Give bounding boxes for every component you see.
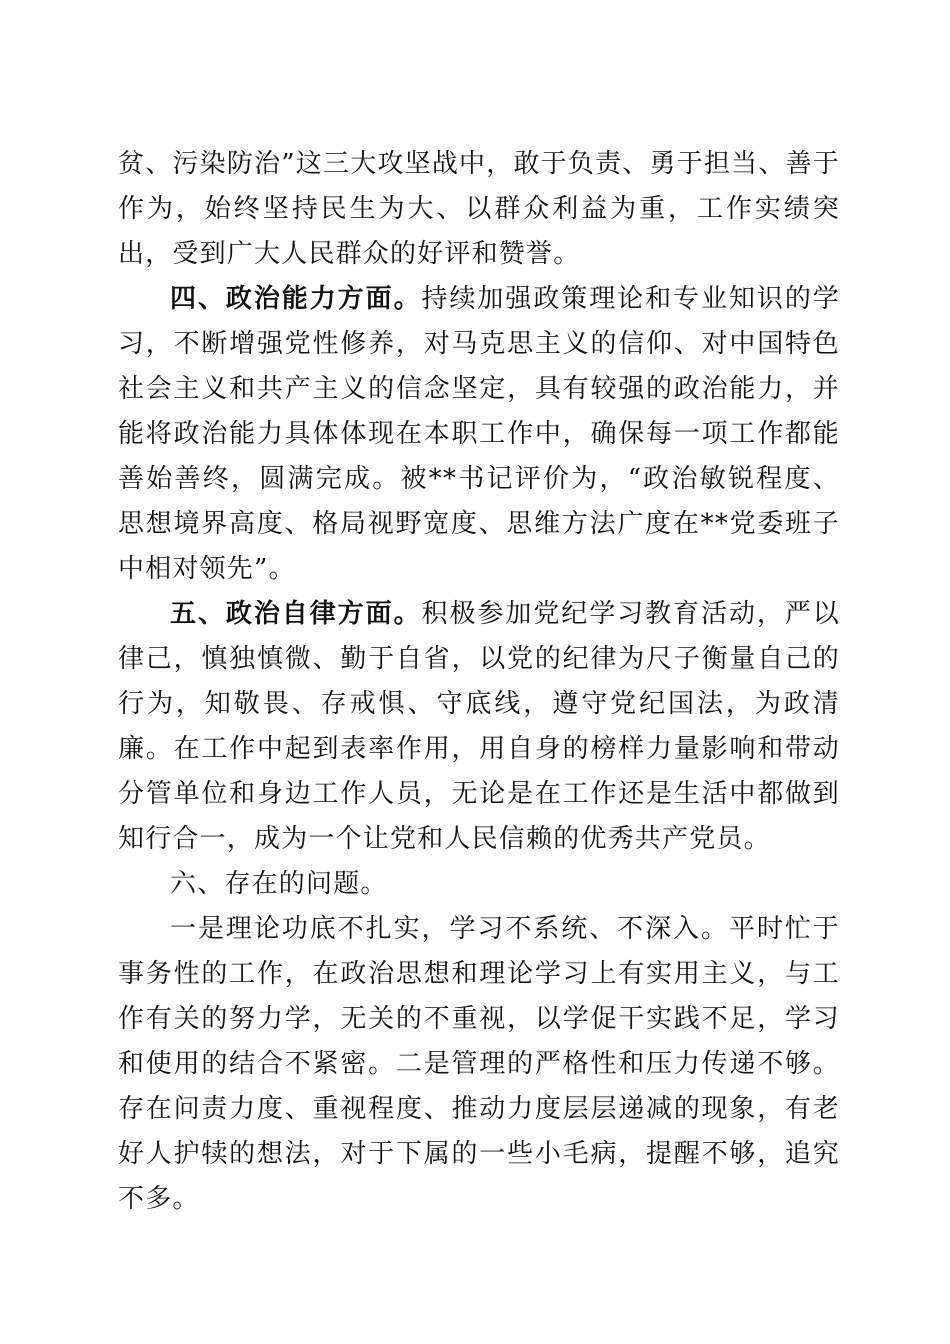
section-heading-political-ability: 四、政治能力方面。 [170,284,422,314]
document-body [118,142,840,1222]
paragraph-text: 一是理论功底不扎实，学习不系统、不深入。平时忙于事务性的工作，在政治思想和理论学习上有实用主义，与工作有关的努力学，无关的不重视，以学促干实践不足，学习和使用的结合不紧密。二是管理的严格性和压力传递不够。存在问责力度、重视程度、推动力度层层递减的现象，有老好人护犊的想法，对于下属的一些小毛病，提醒不够，追究不多。 [118,914,840,1214]
paragraph-text: 持续加强政策理论和专业知识的学习，不断增强党性修养，对马克思主义的信仰、对中国特色社会主义和共产主义的信念坚定，具有较强的政治能力，并能将政治能力具体体现在本职工作中，确保每一项工作都能善始善终，圆满完成。被**书记评价为，“政治敏锐程度、思想境界高度、格局视野宽度、思维方法广度在**党委班子中相对领先”。 [118,284,840,584]
paragraph-political-self-discipline [118,592,840,862]
paragraph-problems-detail [118,907,840,1222]
paragraph-continuation [118,142,840,277]
paragraph-political-ability [118,277,840,592]
paragraph-text: 贫、污染防治”这三大攻坚战中，敢于负责、勇于担当、善于作为，始终坚持民生为大、以群众利益为重，工作实绩突出，受到广大人民群众的好评和赞誉。 [118,149,840,269]
section-heading-political-self-discipline: 五、政治自律方面。 [170,599,422,629]
paragraph-text: 积极参加党纪学习教育活动，严以律己，慎独慎微、勤于自省，以党的纪律为尺子衡量自己的行为，知敬畏、存戒惧、守底线，遵守党纪国法，为政清廉。在工作中起到表率作用，用自身的榜样力量影响和带动分管单位和身边工作人员，无论是在工作还是生活中都做到知行合一，成为一个让党和人民信赖的优秀共产党员。 [118,599,840,854]
section-heading-existing-problems [118,862,840,907]
paragraph-text: 六、存在的问题。 [170,869,388,899]
